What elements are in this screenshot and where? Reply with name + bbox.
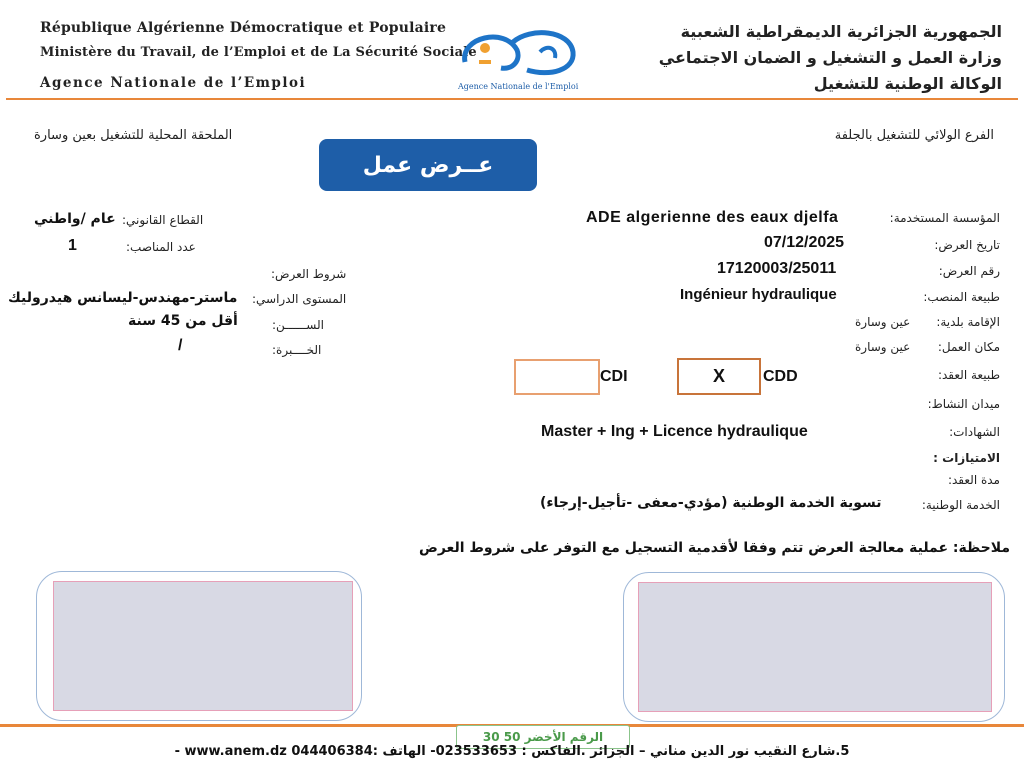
date-label: تاريخ العرض: (934, 238, 1000, 252)
left-stamp-area (53, 581, 353, 711)
right-stamp-area (638, 582, 992, 712)
cdi-checkbox[interactable] (514, 359, 600, 395)
workplace-label: مكان العمل: (937, 340, 1000, 354)
sector-label: القطاع القانوني: (122, 213, 204, 227)
national-service-value: تسوية الخدمة الوطنية (مؤدي-معفى -تأجيل-إرجاء) (540, 495, 882, 511)
experience-label: الخــــبرة: (272, 343, 322, 357)
diplomas-label: الشهادات: (949, 425, 1000, 439)
office-branch: الفرع الولائي للتشغيل بالجلفة (834, 128, 994, 143)
header-ar-ministry: وزارة العمل و التشغيل و الضمان الاجتماعي (658, 48, 1002, 67)
offer-number-label: رقم العرض: (938, 264, 1000, 278)
residence-label: الإقامة بلدية: (936, 315, 1000, 329)
cdd-mark: X (712, 366, 725, 386)
national-service-label: الخدمة الوطنية: (921, 498, 1000, 512)
page-title: عــرض عمل (319, 139, 537, 191)
level-value: ماستر-مهندس-ليسانس هيدروليك (8, 290, 238, 306)
cdd-label: CDD (763, 368, 798, 385)
cdd-checkbox[interactable] (677, 358, 761, 395)
logo-caption: Agence Nationale de l'Emploi (458, 82, 579, 91)
diplomas-value: Master + Ing + Licence hydraulique (541, 423, 808, 440)
note: ملاحظة: عملية معالجة العرض تتم وفقا لأقدمية التسجيل مع التوفر على شروط العرض (419, 540, 1010, 556)
age-label: الســــــن: (272, 318, 324, 332)
employer-value: ADE algerienne des eaux djelfa (586, 209, 839, 226)
privileges-label: الامتيازات : (933, 451, 1000, 465)
residence-value: عين وسارة (855, 315, 911, 329)
green-number: الرقم الأخضر 50 30 (456, 725, 630, 749)
duration-label: مدة العقد: (947, 473, 1000, 487)
experience-value: / (178, 337, 183, 354)
conditions-label: شروط العرض: (271, 267, 347, 281)
position-value: Ingénieur hydraulique (680, 286, 837, 303)
employer-label: المؤسسة المستخدمة: (889, 211, 1000, 225)
activity-label: ميدان النشاط: (927, 397, 1000, 411)
offer-number-value: 17120003/25011 (717, 260, 837, 277)
header-fr-ministry: Ministère du Travail, de l’Emploi et de La Sécurité Sociale (40, 45, 477, 60)
office-annex: الملحقة المحلية للتشغيل بعين وسارة (34, 128, 233, 143)
level-label: المستوى الدراسي: (252, 292, 347, 306)
date-value: 07/12/2025 (764, 234, 845, 251)
header-fr-agency: Agence Nationale de l’Emploi (40, 75, 307, 91)
position-label: طبيعة المنصب: (923, 290, 1000, 304)
posts-value: 1 (68, 237, 77, 254)
header-divider (6, 98, 1018, 100)
sector-value: عام /واطني (34, 211, 116, 227)
header-ar-agency: الوكالة الوطنية للتشغيل (813, 74, 1002, 93)
contract-label: طبيعة العقد: (937, 368, 1000, 382)
header-fr-republic: République Algérienne Démocratique et Populaire (40, 20, 447, 36)
footer-address: 5.شارع النقيب نور الدين مناني – الجزائر .الفاكس : 023533653- الهاتف :044406384 www.anem.dz - (174, 744, 850, 759)
posts-label: عدد المناصب: (126, 240, 196, 254)
age-value: أقل من 45 سنة (128, 313, 238, 329)
header-ar-republic: الجمهورية الجزائرية الديمقراطية الشعبية (680, 22, 1002, 41)
cdi-label: CDI (600, 368, 628, 385)
workplace-value: عين وسارة (855, 340, 911, 354)
